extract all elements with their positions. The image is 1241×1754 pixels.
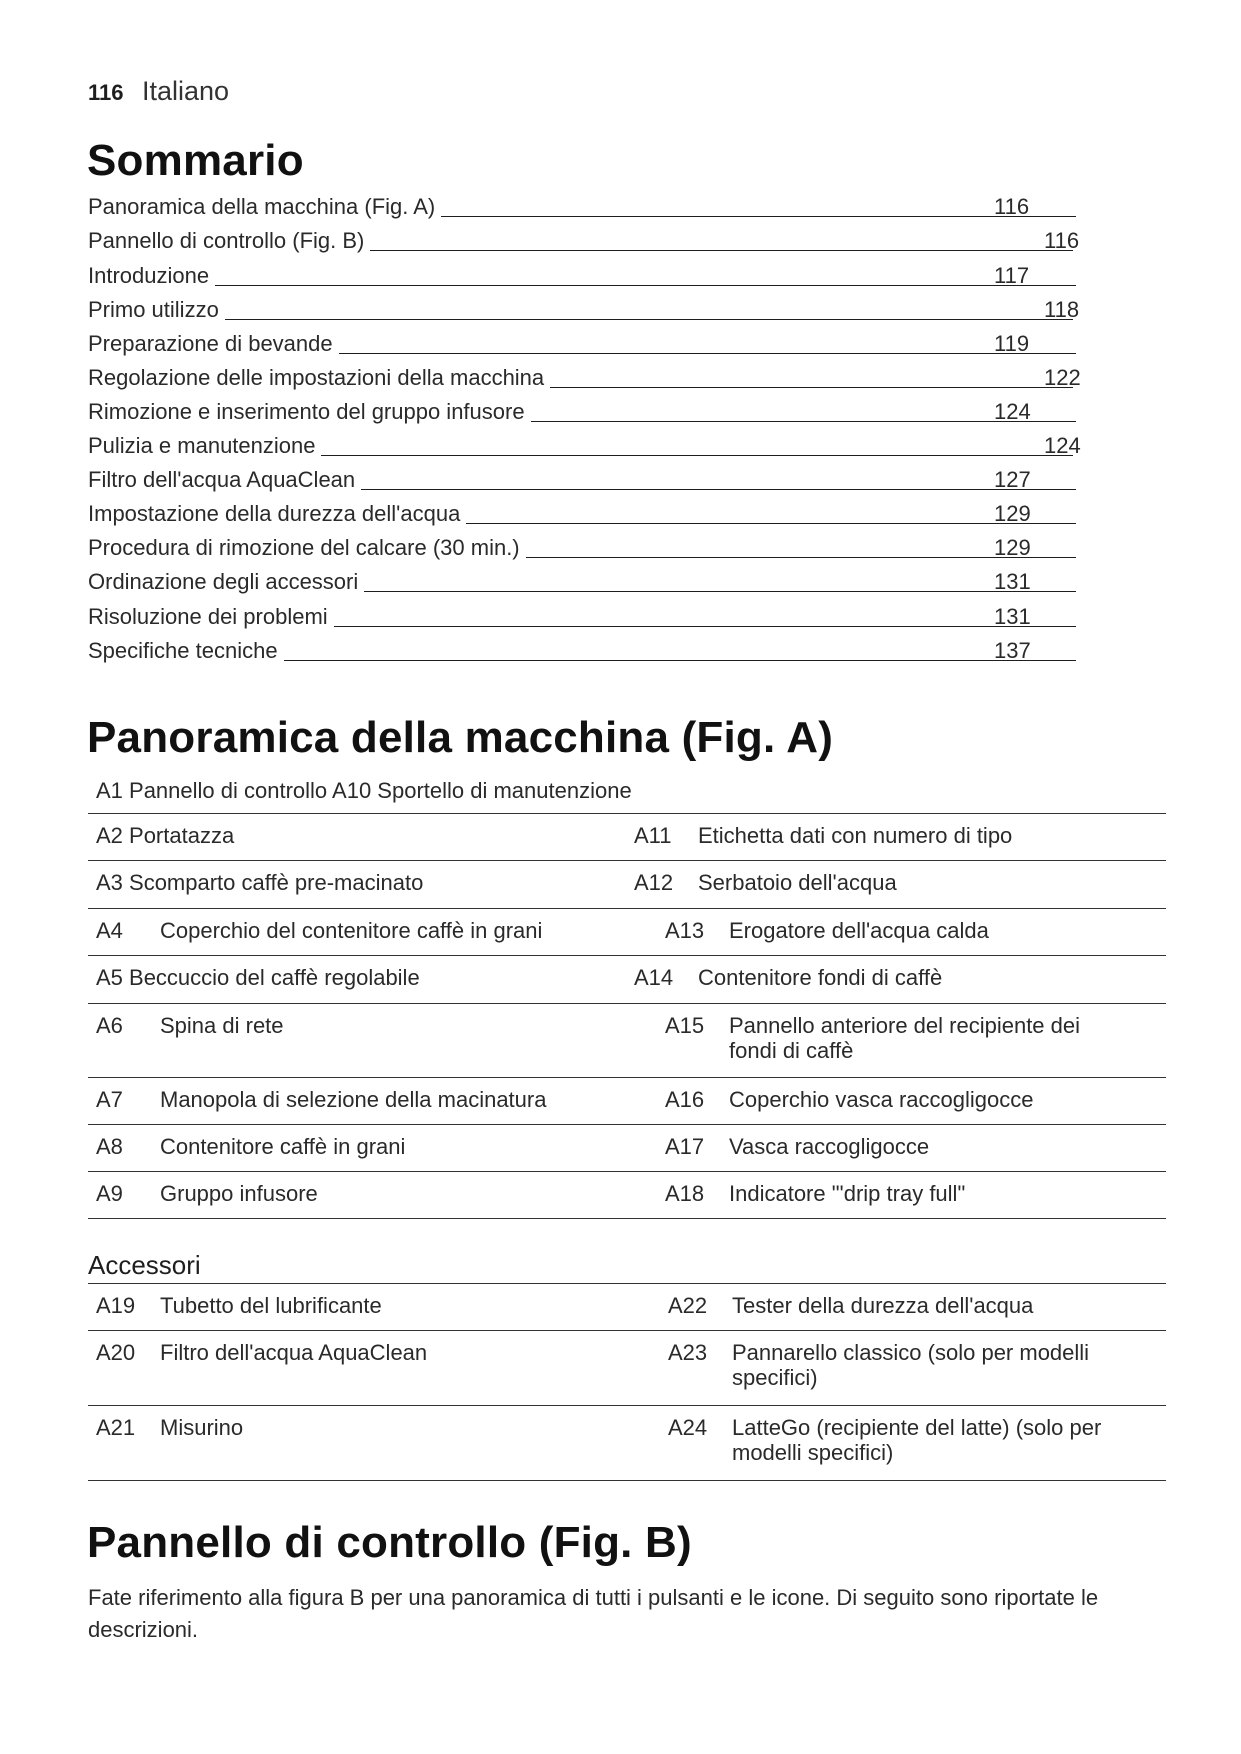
table-row (88, 1171, 1166, 1219)
part-code: A17 (665, 1134, 705, 1159)
overview-intro-line: A1 Pannello di controllo A10 Sportello di manutenzione (96, 778, 632, 803)
table-row (88, 1124, 1166, 1172)
toc-entry-page: 122 (1044, 365, 1081, 390)
toc-entry-page: 129 (994, 535, 1031, 560)
table-row (88, 955, 1166, 1004)
part-code: A12 (634, 870, 674, 895)
part-description: LatteGo (recipiente del latte) (solo per (732, 1415, 1102, 1440)
toc-entry-page: 124 (994, 399, 1031, 424)
part-code: A9 (96, 1181, 123, 1206)
toc-entry-label: Filtro dell'acqua AquaClean (88, 465, 361, 495)
part-description: Indicatore "'drip tray full" (729, 1181, 966, 1206)
part-code: A2 Portatazza (96, 823, 235, 848)
part-code: A19 (96, 1293, 136, 1318)
part-code: A11 (634, 823, 672, 848)
toc-entry (88, 431, 1178, 465)
part-description-cont: modelli specifici) (732, 1440, 894, 1465)
toc-entry-label: Specifiche tecniche (88, 636, 284, 666)
table-row (88, 908, 1166, 956)
toc-entry-page: 117 (994, 263, 1030, 288)
table-row (88, 860, 1166, 909)
toc-entry (88, 363, 1178, 397)
toc-entry-label: Pulizia e manutenzione (88, 431, 321, 461)
part-description: Filtro dell'acqua AquaClean (160, 1340, 428, 1365)
toc-entry-page: 131 (994, 569, 1031, 594)
toc-entry-page: 137 (994, 638, 1031, 663)
toc-entry (88, 465, 1178, 499)
toc-entry-label: Impostazione della durezza dell'acqua (88, 499, 466, 529)
toc-entry-label: Preparazione di bevande (88, 329, 339, 359)
part-code: A21 (96, 1415, 136, 1440)
part-description: Coperchio vasca raccogligocce (729, 1087, 1034, 1112)
toc-entry-page: 124 (1044, 433, 1081, 458)
part-description-cont: specifici) (732, 1365, 818, 1390)
toc-entry-label: Pannello di controllo (Fig. B) (88, 226, 370, 256)
toc-entry-label: Procedura di rimozione del calcare (30 min.) (88, 533, 526, 563)
toc-entry-label: Risoluzione dei problemi (88, 602, 334, 632)
part-code: A7 (96, 1087, 123, 1112)
table-bottom-rule (88, 1218, 1166, 1219)
part-code: A24 (668, 1415, 708, 1440)
page-header (88, 76, 229, 107)
toc-leader-line (88, 285, 1076, 286)
toc-entry-label: Regolazione delle impostazioni della macchina (88, 363, 550, 393)
part-code: A15 (665, 1013, 705, 1038)
toc-entry (88, 226, 1178, 260)
toc-entry-page: 116 (1044, 228, 1080, 253)
toc-entry (88, 602, 1178, 636)
page-number: 116 (88, 80, 124, 105)
toc-entry (88, 261, 1178, 295)
toc-entry (88, 636, 1178, 670)
table-row (88, 1405, 1166, 1481)
toc-entry-page: 118 (1044, 297, 1080, 322)
table-bottom-rule (88, 1480, 1166, 1481)
table-row (88, 813, 1166, 861)
part-code: A20 (96, 1340, 136, 1365)
toc-entry (88, 499, 1178, 533)
part-code: A13 (665, 918, 705, 943)
toc-entry-page: 127 (994, 467, 1031, 492)
part-description: Tester della durezza dell'acqua (732, 1293, 1034, 1318)
table-row (88, 1003, 1166, 1078)
toc-entry (88, 329, 1178, 363)
part-description: Misurino (160, 1415, 244, 1440)
part-description: Tubetto del lubrificante (160, 1293, 382, 1318)
toc-entry-page: 131 (994, 604, 1031, 629)
part-code: A14 (634, 965, 674, 990)
toc-entry-label: Panoramica della macchina (Fig. A) (88, 192, 441, 222)
part-code: A8 (96, 1134, 123, 1159)
part-code: A22 (668, 1293, 708, 1318)
part-code: A6 (96, 1013, 123, 1038)
section-title-overview: Panoramica della macchina (Fig. A) (87, 713, 834, 762)
part-description-cont: fondi di caffè (729, 1038, 854, 1063)
part-description: Coperchio del contenitore caffè in grani (160, 918, 543, 943)
toc-entry (88, 295, 1178, 329)
part-description: Serbatoio dell'acqua (698, 870, 897, 895)
toc-entry-page: 119 (994, 331, 1030, 356)
part-description: Contenitore fondi di caffè (698, 965, 943, 990)
part-code: A3 Scomparto caffè pre-macinato (96, 870, 424, 895)
table-row (88, 1330, 1166, 1406)
language-label: Italiano (141, 76, 230, 106)
part-code: A16 (665, 1087, 705, 1112)
toc-entry-label: Introduzione (88, 261, 215, 291)
toc-entry-label: Ordinazione degli accessori (88, 567, 364, 597)
toc-entry-label: Primo utilizzo (88, 295, 225, 325)
table-row (88, 1283, 1166, 1331)
part-code: A18 (665, 1181, 705, 1206)
toc-entry (88, 567, 1178, 601)
part-code: A23 (668, 1340, 708, 1365)
toc-leader-line (88, 319, 1073, 320)
toc-entry (88, 533, 1178, 567)
table-row (88, 1077, 1166, 1125)
toc-entry-page: 116 (994, 194, 1030, 219)
accessories-heading: Accessori (88, 1250, 201, 1280)
toc-entry-page: 129 (994, 501, 1031, 526)
part-code: A4 (96, 918, 123, 943)
part-description: Manopola di selezione della macinatura (160, 1087, 547, 1112)
part-description: Spina di rete (160, 1013, 284, 1038)
control-panel-paragraph: Fate riferimento alla figura B per una panoramica di tutti i pulsanti e le icone. Di seguito sono riportate le descrizioni. (88, 1585, 1099, 1642)
part-description: Etichetta dati con numero di tipo (698, 823, 1013, 848)
toc-title: Sommario (87, 136, 304, 185)
toc-entry (88, 397, 1178, 431)
toc-entry-label: Rimozione e inserimento del gruppo infusore (88, 397, 531, 427)
part-description: Contenitore caffè in grani (160, 1134, 406, 1159)
part-description: Pannello anteriore del recipiente dei (729, 1013, 1081, 1038)
part-description: Pannarello classico (solo per modelli (732, 1340, 1090, 1365)
part-description: Vasca raccogligocce (729, 1134, 930, 1159)
section-title-control-panel: Pannello di controllo (Fig. B) (87, 1518, 692, 1567)
part-description: Erogatore dell'acqua calda (729, 918, 989, 943)
part-description: Gruppo infusore (160, 1181, 318, 1206)
part-code: A5 Beccuccio del caffè regolabile (96, 965, 420, 990)
toc-entry (88, 192, 1178, 226)
